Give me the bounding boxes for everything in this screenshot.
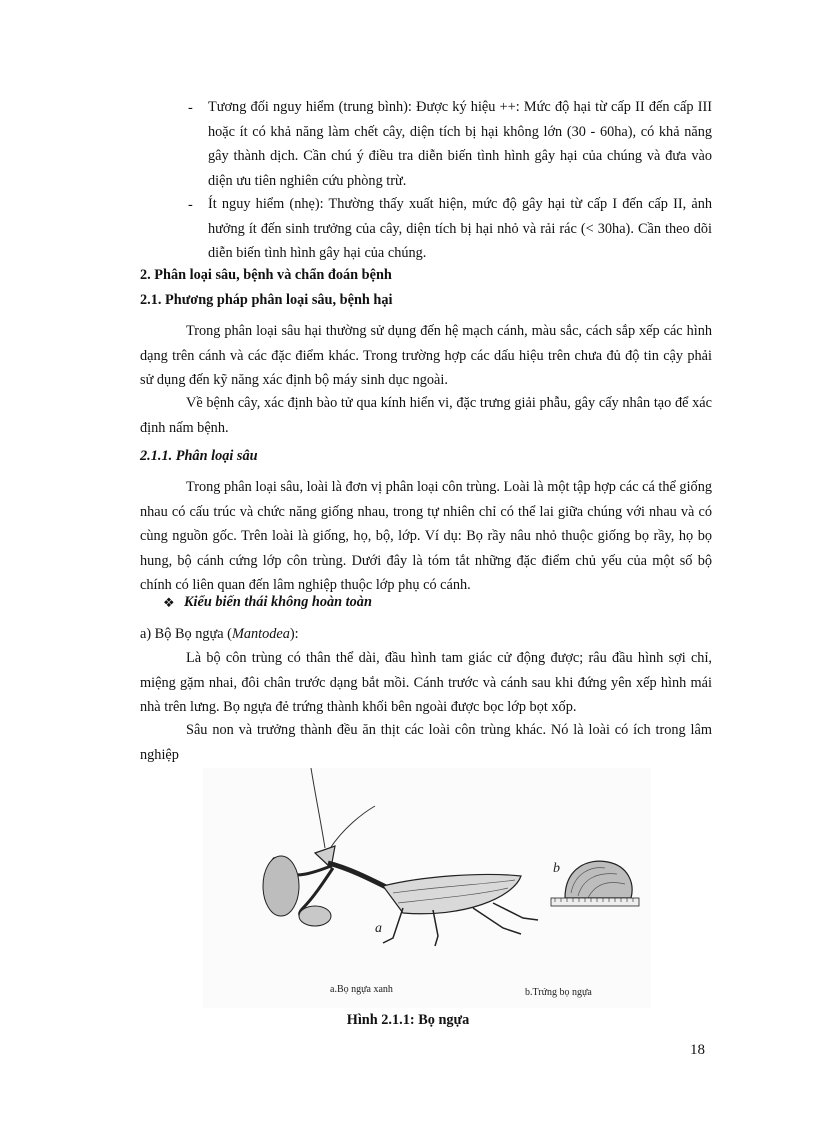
diamond-bullet-icon: ❖ bbox=[163, 595, 175, 610]
figure-label-a: a bbox=[375, 921, 382, 936]
bullet-marker: - bbox=[188, 100, 193, 116]
section-heading-2-1: 2.1. Phương pháp phân loại sâu, bệnh hại bbox=[140, 292, 393, 308]
figure-caption: Hình 2.1.1: Bọ ngựa bbox=[346, 1012, 470, 1028]
order-mantodea-heading: a) Bộ Bọ ngựa (Mantodea): bbox=[140, 626, 299, 642]
page-number: 18 bbox=[690, 1042, 705, 1058]
figure-praying-mantis bbox=[203, 768, 651, 1008]
paragraph-mantodea-benefit: Sâu non và trưởng thành đều ăn thịt các loài côn trùng khác. Nó là loài có ích trong lâm nghiệp bbox=[140, 722, 712, 763]
paragraph-pest-classification: Trong phân loại sâu hại thường sử dụng đến hệ mạch cánh, màu sắc, cách sắp xếp các hình dạng trên cánh và các đặc điểm khác. Trong trường hợp các dấu hiệu trên chưa đủ độ tin cậy phải sử dụng đến kỹ năng xác định bộ máy sinh dục ngoài. bbox=[140, 323, 712, 388]
section-heading-2: 2. Phân loại sâu, bệnh và chẩn đoán bệnh bbox=[140, 267, 392, 283]
paragraph-species-taxonomy: Trong phân loại sâu, loài là đơn vị phân loại côn trùng. Loài là một tập hợp các cá thể giống nhau có cấu trúc và chức năng giống nhau, trong tự nhiên chỉ có thể lai giữa chúng với nhau và có cùng nguồn gốc. Trên loài là giống, họ, bộ, lớp. Ví dụ: Bọ rầy nâu nhỏ thuộc giống bọ rầy, họ bọ hung, bộ cánh cứng lớp côn trùng. Dưới đây là tóm tắt những đặc điểm chủ yếu của một số bộ chính có liên quan đến lâm nghiệp thuộc lớp phụ có cánh. bbox=[140, 479, 712, 593]
paragraph-disease-classification: Về bệnh cây, xác định bào tử qua kính hiển vi, đặc trưng giải phẫu, gây cấy nhân tạo để xác định nấm bệnh. bbox=[140, 395, 712, 436]
figure-caption-egg-case: b.Trứng bọ ngựa bbox=[525, 987, 592, 998]
mantis-illustration bbox=[203, 768, 651, 1008]
figure-label-b: b bbox=[553, 861, 560, 876]
paragraph-mantodea-description: Là bộ côn trùng có thân thể dài, đầu hình tam giác cử động được; râu đầu hình sợi chỉ, miệng gặm nhai, đôi chân trước dạng bắt mồi. Cánh trước và cánh sau khi đứng yên xếp hình mái nhà trên lưng. Bọ ngựa đẻ trứng thành khối bên ngoài được bọc lớp bọt xốp. bbox=[140, 650, 712, 715]
bullet-item-low-danger: Ít nguy hiểm (nhẹ): Thường thấy xuất hiện, mức độ gây hại từ cấp I đến cấp II, ảnh hưởng ít đến sinh trưởng của cây, diện tích bị hại nhỏ và rải rác (< 30ha). Cần theo dõi diễn biến tình hình gây hại của chúng. bbox=[208, 196, 712, 261]
bullet-marker: - bbox=[188, 197, 193, 213]
subsection-incomplete-metamorphosis: Kiểu biến thái không hoàn toàn bbox=[184, 594, 372, 610]
section-heading-2-1-1: 2.1.1. Phân loại sâu bbox=[140, 448, 258, 464]
bullet-item-moderate-danger: Tương đối nguy hiểm (trung bình): Được ký hiệu ++: Mức độ hại từ cấp II đến cấp III hoặc ít có khả năng làm chết cây, diện tích bị hại không lớn (30 - 60ha), có khả năng gây thành dịch. Cần chú ý điều tra diễn biến tình hình gây hại của chúng và đưa vào diện ưu tiên nghiên cứu phòng trừ. bbox=[208, 99, 712, 189]
figure-caption-mantis: a.Bọ ngựa xanh bbox=[330, 984, 393, 995]
